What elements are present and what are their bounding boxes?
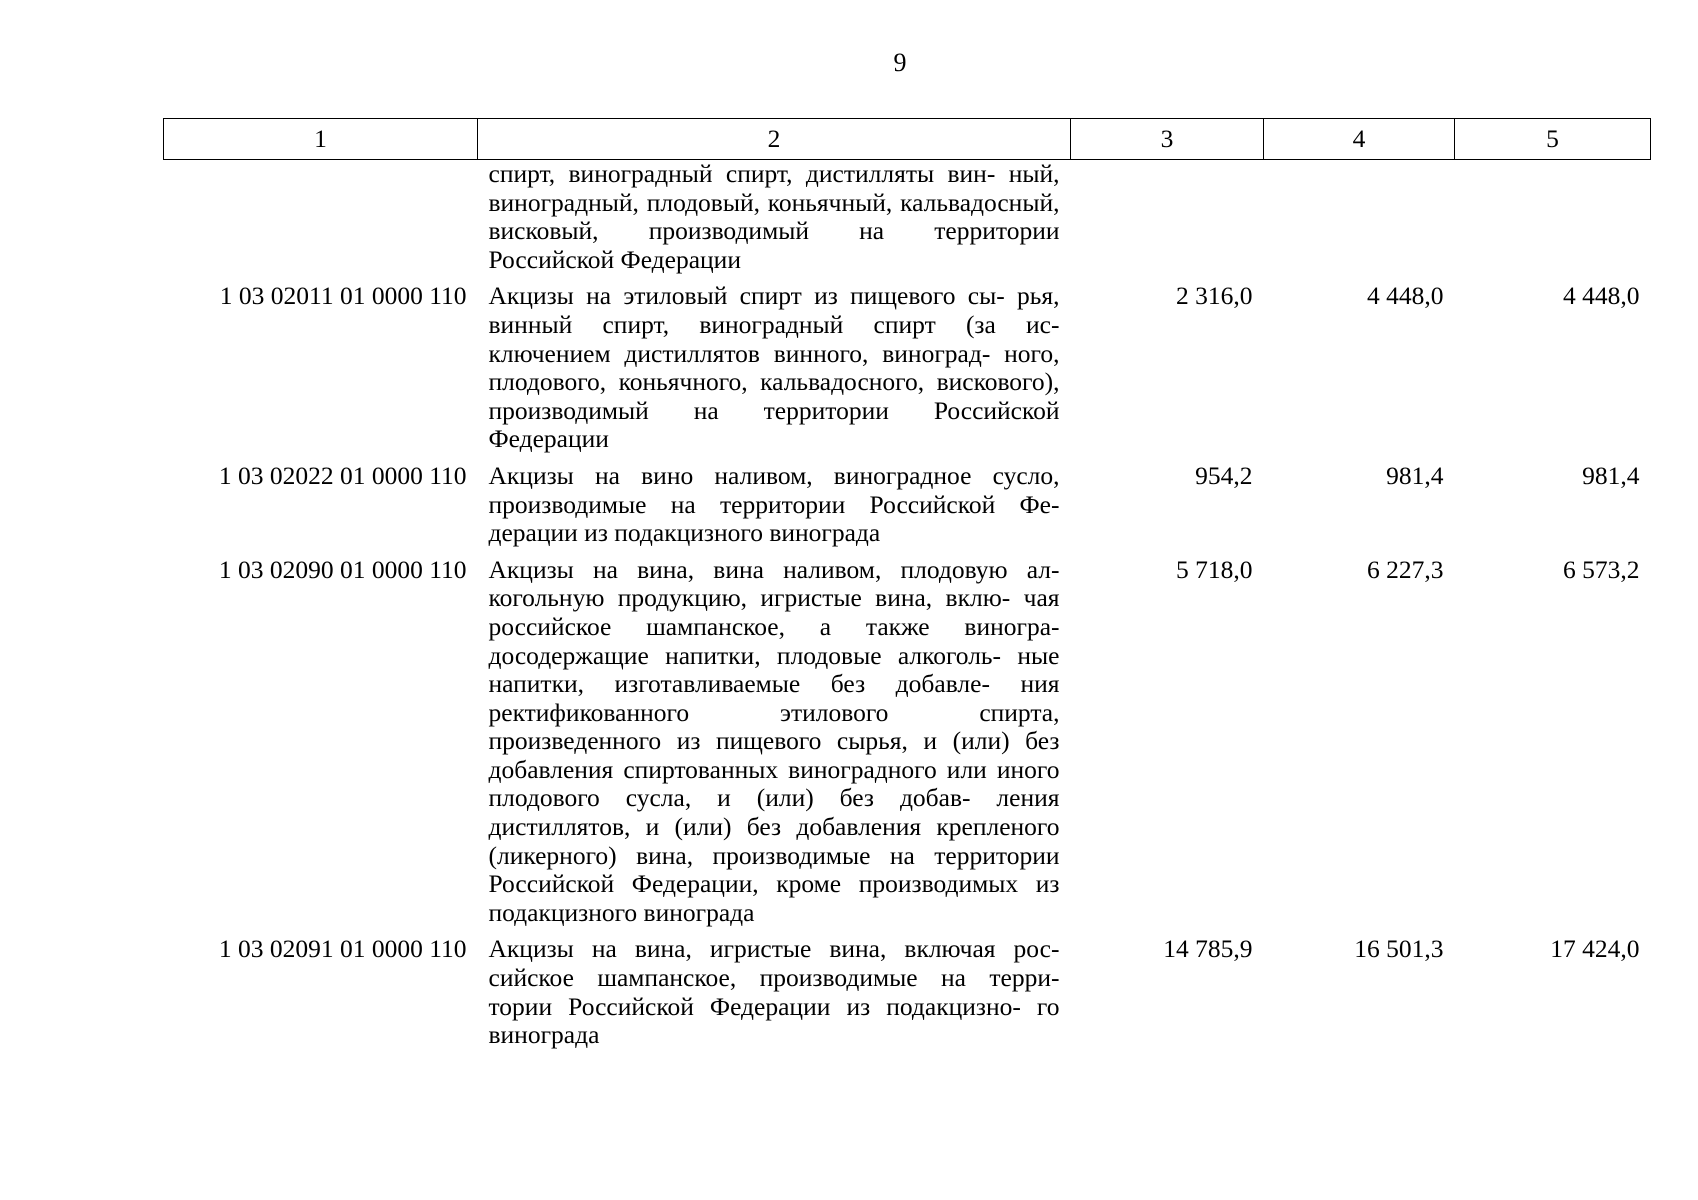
header-cell-4: 4	[1264, 119, 1455, 160]
header-cell-3: 3	[1071, 119, 1264, 160]
row-value-col3: 5 718,0	[1176, 554, 1253, 584]
row-code: 1 03 02011 01 0000 110	[219, 281, 467, 311]
page-number: 9	[893, 48, 907, 77]
table-row	[164, 462, 1651, 556]
row-value-col3: 954,2	[1195, 460, 1253, 490]
row-code: 1 03 02090 01 0000 110	[218, 554, 467, 584]
row-value-col3: 14 785,9	[1163, 934, 1253, 964]
row-value-col4: 4 448,0	[1367, 281, 1444, 311]
row-value-col5: 17 424,0	[1550, 934, 1640, 964]
row-value-col5	[1455, 160, 1651, 283]
row-value-col3	[1071, 160, 1264, 283]
row-code: 1 03 02022 01 0000 110	[218, 460, 467, 490]
row-code: 1 03 02091 01 0000 110	[218, 934, 467, 964]
header-cell-2: 2	[478, 119, 1071, 160]
row-value-col5: 4 448,0	[1563, 281, 1640, 311]
row-value-col5: 6 573,2	[1563, 554, 1640, 584]
row-description: Акцизы на вина, игристые вина, включая рос- сийское шампанское, производимые на терри- тории Российской Федерации из подакцизно- го винограда	[488, 934, 1060, 1050]
table-row	[164, 282, 1651, 462]
header-cell-5: 5	[1455, 119, 1651, 160]
table-header	[164, 119, 1651, 160]
header-cell-1: 1	[164, 119, 478, 160]
table-row	[164, 935, 1651, 1057]
header-row	[164, 119, 1651, 160]
table-row	[164, 556, 1651, 936]
row-description: Акцизы на вина, вина наливом, плодовую ал- когольную продукцию, игристые вина, вклю- чая российское шампанское, а также виногра- досодержащие напитки, плодовые алкоголь- ные напитки, изготавливаемые без добавле- ния ректификованного этилового спирта, произведенного из пищевого сырья, и (или) без добавления спиртованных виноградного или иного плодового сусла, и (или) без добав- ления дистиллятов, и (или) без добавления крепленого (ликерного) вина, производимые на территории Российской Федерации, кроме производимых из подакцизного винограда	[488, 554, 1060, 927]
table-row	[164, 160, 1651, 283]
row-description: Акцизы на вино наливом, виноградное сусло, производимые на территории Российской Фе- дерации из подакцизного винограда	[488, 460, 1060, 548]
row-description: спирт, виноградный спирт, дистилляты вин- ный, виноградный, плодовый, коньячный, кальвадосный, висковый, производимый на территории Российской Федерации	[488, 159, 1060, 274]
row-value-col4: 16 501,3	[1354, 934, 1444, 964]
row-value-col4: 6 227,3	[1367, 554, 1444, 584]
budget-table	[163, 118, 1651, 1058]
row-value-col3: 2 316,0	[1176, 281, 1253, 311]
row-value-col5: 981,4	[1582, 460, 1640, 490]
table-body	[164, 160, 1651, 1058]
row-code	[164, 160, 478, 283]
row-value-col4: 981,4	[1386, 460, 1444, 490]
row-description: Акцизы на этиловый спирт из пищевого сы- рья, винный спирт, виноградный спирт (за ис- ключением дистиллятов винного, виноград- ного, плодового, коньячного, кальвадосного, вискового), производимый на территории Российской Федерации	[488, 281, 1060, 454]
row-value-col4	[1264, 160, 1455, 283]
